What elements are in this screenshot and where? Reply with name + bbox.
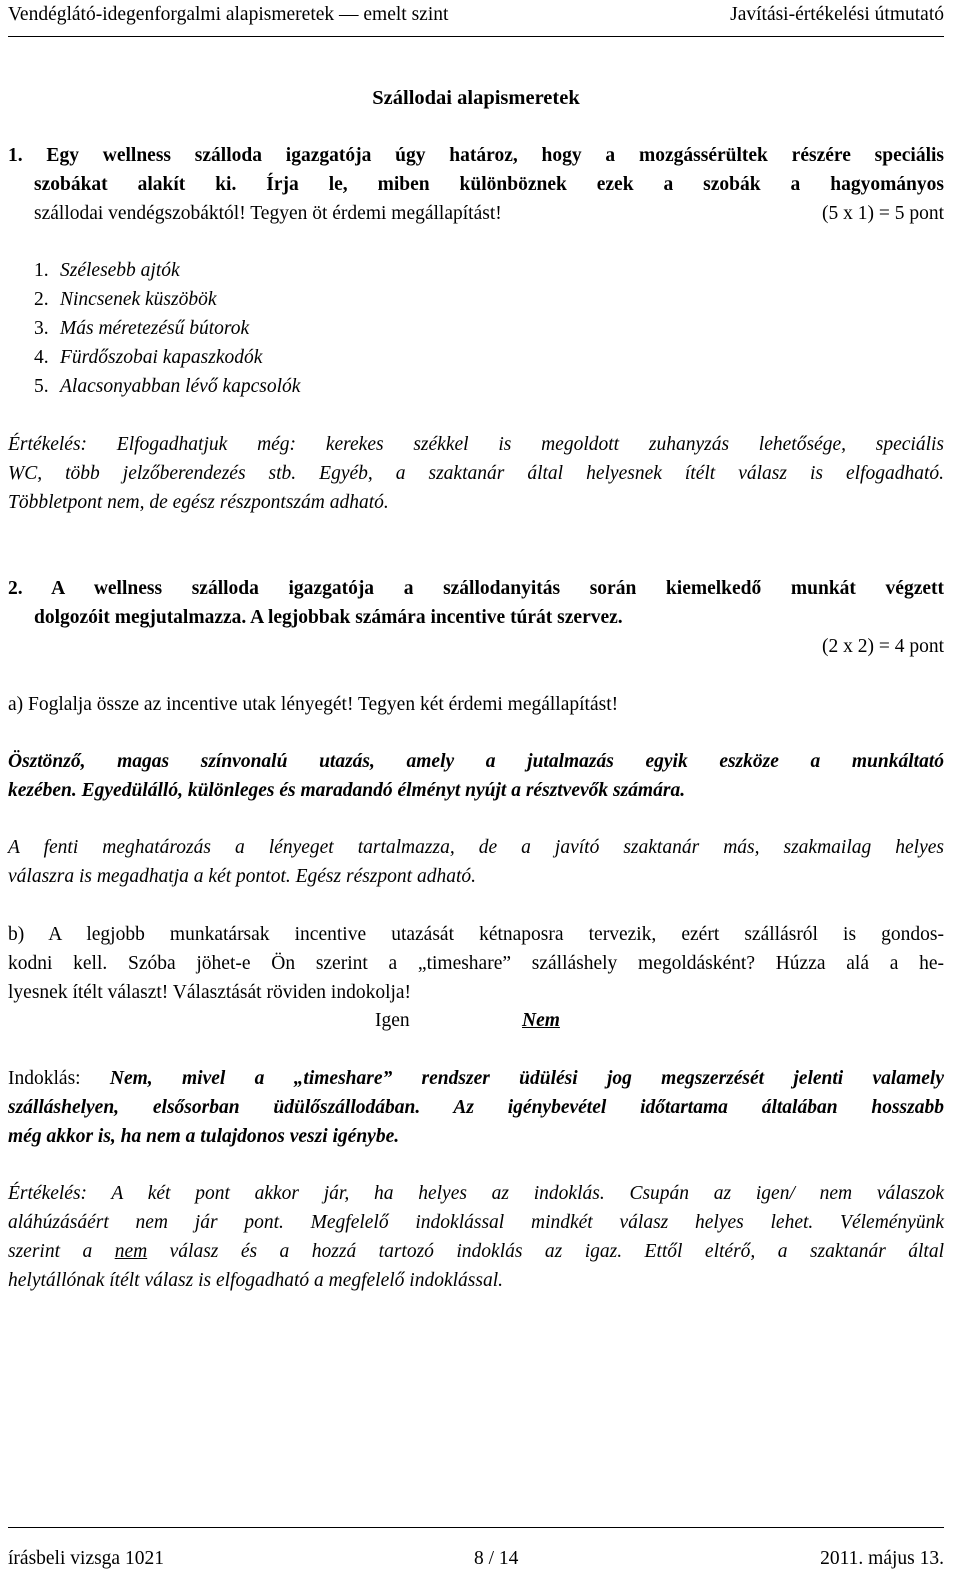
underlined-nem: nem [114,1241,148,1262]
q1-line3-row [8,199,944,228]
document-page [8,0,944,1595]
reason-label: Indoklás: [8,1068,110,1089]
q2a-question: a) Foglalja össze az incentive utak lényegét! Tegyen két érdemi megállapítást! [8,694,619,715]
q2-points: (2 x 2) = 4 pont [821,636,944,657]
choice-no: Nem [522,1010,560,1031]
choice-yes: Igen [375,1010,410,1031]
q1-points: (5 x 1) = 5 pont [821,203,944,224]
q1-answer-list [34,256,944,401]
section-title: Szállodai alapismeretek [372,87,580,109]
q2b-eval-line1: Értékelés: A két pont akkor jár, ha helyes az indoklás. Csupán az igen/ nem válaszok [8,1183,944,1204]
header-right: Javítási-értékelési útmutató [730,4,944,25]
q2b-question [8,920,944,1007]
q2b-line2: kodni kell. Szóba jöhet-e Ön szerint a „timeshare” szálláshely megoldásként? Húzza alá a he- [8,953,944,974]
q1-eval-line2: WC, több jelzőberendezés stb. Egyéb, a szaktanár által helyesnek ítélt válasz is elfogadható. [8,463,944,484]
q1-line1: 1. Egy wellness szálloda igazgatója úgy határoz, hogy a mozgássérültek részére speciális [8,145,944,166]
q2b-eval-line3: szerint a nem válasz és a hozzá tartozó indoklás az igaz. Ettől eltérő, a szaktanár által [8,1241,944,1262]
q2-line1: 2. A wellness szálloda igazgatója a szállodanyitás során kiemelkedő munkát végzett [8,578,944,599]
list-item: 5. Alacsonyabban lévő kapcsolók [34,376,301,397]
q2a-eval-line2: válaszra is megadhatja a két pontot. Egész részpont adható. [8,866,476,887]
q2a-eval-line1: A fenti meghatározás a lényeget tartalmazza, de a javító szaktanár más, szakmailag helyes [8,837,944,858]
q2a-answer-line1: Ösztönző, magas színvonalú utazás, amely a jutalmazás egyik eszköze a munkáltató [8,751,944,772]
q1-eval-line3: Többletpont nem, de egész részpontszám adható. [8,492,389,513]
page-header [8,0,944,30]
q2b-line3: lyesnek ítélt választ! Választását röviden indokolja! [8,982,412,1003]
q1-line3: szállodai vendégszobáktól! Tegyen öt érdemi megállapítást! [34,203,502,224]
q1-evaluation [8,430,944,517]
q2b-reason [8,1064,944,1151]
q1-eval-line1: Értékelés: Elfogadhatjuk még: kerekes székkel is megoldott zuhanyzás lehetősége, speciális [8,434,944,455]
q2a-evaluation [8,833,944,891]
q2b-reason-line2: szálláshelyen, elsősorban üdülőszállodában. Az igénybevétel időtartama általában hosszabb [8,1097,944,1118]
q2b-eval-line2: aláhúzásáért nem jár pont. Megfelelő indoklással mindkét válasz helyes lehet. Véleményünk [8,1212,944,1233]
q2b-line1: b) A legjobb munkatársak incentive utazását kétnaposra tervezik, ezért szállásról is gondos- [8,924,944,945]
page-footer [8,1544,944,1574]
list-item: 3. Más méretezésű bútorok [34,318,250,339]
q1-line2: szobákat alakít ki. Írja le, miben különböznek ezek a szobák a hagyományos [34,174,944,195]
reason-text-1: Nem, mivel a „timeshare” rendszer üdülési jog megszerzését jelenti valamely [109,1068,944,1089]
q2a-answer [8,747,944,805]
q2b-reason-line3: még akkor is, ha nem a tulajdonos veszi igénybe. [8,1126,400,1147]
list-item: 2. Nincsenek küszöbök [34,289,217,310]
q2b-evaluation [8,1179,944,1295]
list-item: 4. Fürdőszobai kapaszkodók [34,347,263,368]
header-divider [8,36,944,37]
q2a-answer-line2: kezében. Egyedülálló, különleges és maradandó élményt nyújt a résztvevők számára. [8,780,686,801]
q2b-eval-line4: helytállónak ítélt válasz is elfogadható a megfelelő indoklással. [8,1270,504,1291]
footer-left: írásbeli vizsga 1021 [8,1548,164,1569]
q2-text [8,574,944,661]
footer-divider [8,1527,944,1528]
list-item: 1. Szélesebb ajtók [34,260,180,281]
q2b-reason-line1 [8,1064,944,1093]
footer-right: 2011. május 13. [820,1548,944,1569]
q1-text [8,141,944,199]
page-number: 8 / 14 [474,1548,519,1569]
q2-line2: dolgozóit megjutalmazza. A legjobbak számára incentive túrát szervez. [34,607,623,628]
header-left: Vendéglátó-idegenforgalmi alapismeretek — emelt szint [8,4,449,25]
